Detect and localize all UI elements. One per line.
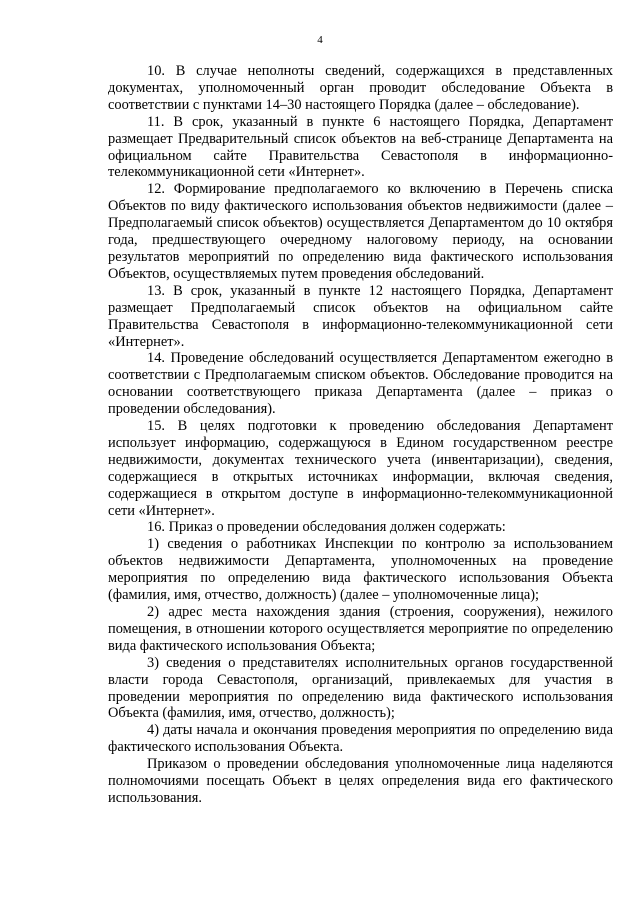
page-number: 4 bbox=[317, 34, 323, 46]
list-item-4: 4) даты начала и окончания проведения мероприятия по определению вида фактического использования Объекта. bbox=[108, 722, 613, 756]
list-item-2: 2) адрес места нахождения здания (строения, сооружения), нежилого помещения, в отношении которого осуществляется мероприятие по определению вида фактического использования Объекта; bbox=[108, 604, 613, 654]
list-item-3: 3) сведения о представителях исполнительных органов государственной власти города Севастополя, организаций, привлекаемых для участия в проведении мероприятия по определению вида фактического использования Объекта (фамилия, имя, отчество, должность); bbox=[108, 654, 613, 722]
paragraph-16: 16. Приказ о проведении обследования должен содержать: bbox=[147, 519, 506, 536]
document-body bbox=[108, 63, 613, 807]
paragraph-12: 12. Формирование предполагаемого ко включению в Перечень списка Объектов по виду фактического использования объектов недвижимости (далее – Предполагаемый список объектов) осуществляется Департаментом до 10 октября года, предшествующего очередному налоговому периоду, на основании результатов мероприятий по определению вида фактического использования Объектов, осуществляемых путем проведения обследований. bbox=[108, 181, 613, 282]
paragraph-10: 10. В случае неполноты сведений, содержащихся в представленных документах, уполномоченный орган проводит обследование Объекта в соответствии с пунктами 14–30 настоящего Порядка (далее – обследование). bbox=[108, 63, 613, 113]
paragraph-15: 15. В целях подготовки к проведению обследования Департамент использует информацию, содержащуюся в Едином государственном реестре недвижимости, документах технического учета (инвентаризации), сведения, содержащиеся в открытых источниках информации, включая сведения, содержащиеся в открытом доступе в информационно-телекоммуникационной сети «Интернет». bbox=[108, 418, 613, 519]
closing-paragraph: Приказом о проведении обследования уполномоченные лица наделяются полномочиями посещать Объект в целях определения вида его фактического использования. bbox=[108, 756, 613, 806]
list-item-1: 1) сведения о работниках Инспекции по контролю за использованием объектов недвижимости Департамента, уполномоченных на проведение мероприятия по определению вида фактического использования Объекта (фамилия, имя, отчество, должность) (далее – уполномоченные лица); bbox=[108, 536, 613, 604]
paragraph-11: 11. В срок, указанный в пункте 6 настоящего Порядка, Департамент размещает Предварительный список объектов на веб-странице Департамента на официальном сайте Правительства Севастополя в информационно-телекоммуникационной сети «Интернет». bbox=[108, 113, 613, 181]
paragraph-14: 14. Проведение обследований осуществляется Департаментом ежегодно в соответствии с Предполагаемым списком объектов. Обследование проводится на основании соответствующего приказа Департамента (далее – приказ о проведении обследования). bbox=[108, 350, 613, 418]
paragraph-13: 13. В срок, указанный в пункте 12 настоящего Порядка, Департамент размещает Предполагаемый список объектов на официальном сайте Правительства Севастополя в информационно-телекоммуникационной сети «Интернет». bbox=[108, 282, 613, 350]
